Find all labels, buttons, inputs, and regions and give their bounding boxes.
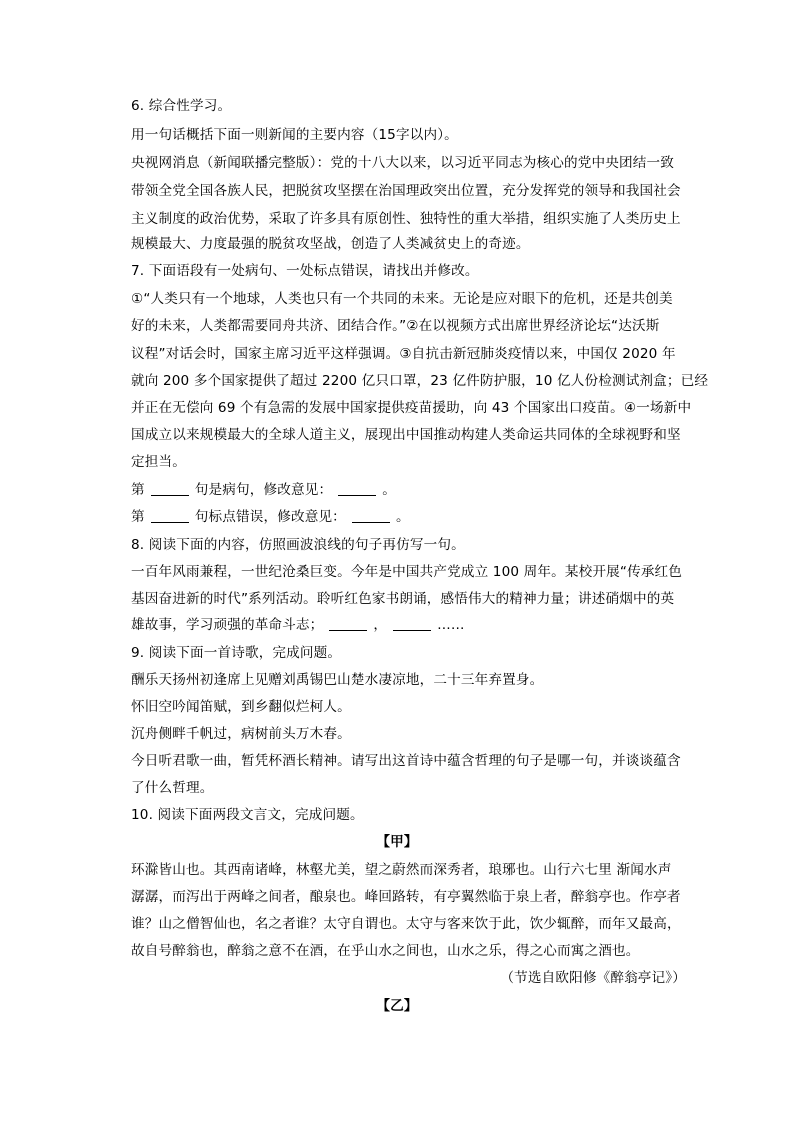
- q9-poem-line-5: 了什么哲理。: [131, 780, 214, 796]
- q7-answer2-prefix: 第: [131, 509, 145, 525]
- q8-separator: ，: [373, 617, 388, 633]
- q9-poem-line-2: 怀旧空吟闻笛赋，到乡翻似烂柯人。: [131, 699, 351, 715]
- q7-answer1-text: 句是病句，修改意见：: [194, 482, 333, 498]
- q7-answer-line-1: [131, 480, 691, 500]
- q8-passage-line-3: [131, 615, 691, 635]
- q8-blank-1[interactable]: [329, 616, 367, 631]
- q10-jia-line-4: 故自号醉翁也，醉翁之意不在酒，在乎山水之间也，山水之乐，得之心而寓之酒也。: [131, 943, 640, 959]
- q7-passage-line-2: 好的未来，人类都需要同舟共济、团结合作。”②在以视频方式出席世界经济论坛“达沃斯: [131, 318, 660, 334]
- q6-prompt: 用一句话概括下面一则新闻的主要内容（15字以内）。: [131, 127, 458, 143]
- q9-poem-line-1: 酬乐天扬州初逢席上见赠刘禹锡巴山楚水凄凉地，二十三年弃置身。: [131, 672, 544, 688]
- q6-news-line-2: 带领全党全国各族人民，把脱贫攻坚摆在治国理政突出位置，充分发挥党的领导和我国社会: [131, 183, 681, 199]
- q7-answer2-fix-blank[interactable]: [352, 508, 390, 523]
- q7-answer1-sentence-blank[interactable]: [151, 481, 189, 496]
- q7-passage-line-3: 议程”对话会时，国家主席习近平这样强调。③自抗击新冠肺炎疫情以来，中国仅 2020 年: [131, 346, 676, 362]
- q10-jia-line-1: 环滁皆山也。其西南诸峰，林壑尤美，望之蔚然而深秀者，琅琊也。山行六七里 渐闻水声: [131, 862, 672, 878]
- q10-jia-heading: 【甲】: [376, 834, 418, 850]
- q7-answer2-text: 句标点错误，修改意见：: [194, 509, 346, 525]
- q7-passage-line-1: ①“人类只有一个地球，人类也只有一个共同的未来。无论是应对眼下的危机，还是共创美: [131, 291, 673, 307]
- q8-ellipsis: ……: [437, 617, 465, 633]
- q7-passage-line-6: 国成立以来规模最大的全球人道主义，展现出中国推动构建人类命运共同体的全球视野和坚: [131, 427, 681, 443]
- q10-jia-line-2: 潺潺，而泻出于两峰之间者，酿泉也。峰回路转，有亭翼然临于泉上者，醉翁亭也。作亭者: [131, 889, 681, 905]
- q9-poem-line-3: 沉舟侧畔千帆过，病树前头万木春。: [131, 726, 351, 742]
- q8-blank-2[interactable]: [393, 616, 431, 631]
- q10-jia-line-3: 谁？山之僧智仙也，名之者谁？太守自谓也。太守与客来饮于此，饮少辄醉，而年又最高，: [131, 916, 681, 932]
- q7-answer1-end: 。: [382, 482, 396, 498]
- q9-title: 9. 阅读下面一首诗歌，完成问题。: [131, 645, 342, 661]
- q7-answer2-sentence-blank[interactable]: [151, 508, 189, 523]
- q8-passage-line-1: 一百年风雨兼程，一世纪沧桑巨变。今年是中国共产党成立 100 周年。某校开展“传承红色: [131, 564, 683, 580]
- q8-title: 8. 阅读下面的内容，仿照画波浪线的句子再仿写一句。: [131, 537, 465, 553]
- q6-news-line-3: 主义制度的政治优势，采取了许多具有原创性、独特性的重大举措，组织实施了人类历史上: [131, 211, 681, 227]
- q6-news-line-1: 央视网消息（新闻联播完整版）：党的十八大以来，以习近平同志为核心的党中央团结一致: [131, 155, 674, 171]
- q7-passage-line-5: 并正在无偿向 69 个有急需的发展中国家提供疫苗援助，向 43 个国家出口疫苗。④一场新中: [131, 400, 692, 416]
- q9-poem-line-4: 今日听君歌一曲，暂凭杯酒长精神。请写出这首诗中蕴含哲理的句子是哪一句，并谈谈蕴含: [131, 753, 681, 769]
- q6-title: 6. 综合性学习。: [131, 98, 232, 114]
- q7-answer1-prefix: 第: [131, 482, 145, 498]
- q7-passage-line-7: 定担当。: [131, 454, 186, 470]
- q7-answer2-end: 。: [395, 509, 410, 525]
- q7-title: 7. 下面语段有一处病句、一处标点错误，请找出并修改。: [131, 263, 479, 279]
- q8-last-text: 雄故事，学习顽强的革命斗志；: [131, 617, 324, 633]
- q10-yi-heading: 【乙】: [376, 998, 418, 1014]
- q7-passage-line-4: 就向 200 多个国家提供了超过 2200 亿只口罩，23 亿件防护服，10 亿人份检测试剂盒；已经: [131, 373, 709, 389]
- q10-source: （节选自欧阳修《醉翁亭记》）: [500, 970, 686, 986]
- q10-title: 10. 阅读下面两段文言文，完成问题。: [131, 807, 364, 823]
- q7-answer1-fix-blank[interactable]: [338, 481, 376, 496]
- q7-answer-line-2: [131, 507, 691, 527]
- q8-passage-line-2: 基因奋进新的时代”系列活动。聆听红色家书朗诵，感悟伟大的精神力量；讲述硝烟中的英: [131, 591, 675, 607]
- q6-news-line-4: 规模最大、力度最强的脱贫攻坚战，创造了人类减贫史上的奇迹。: [131, 236, 530, 252]
